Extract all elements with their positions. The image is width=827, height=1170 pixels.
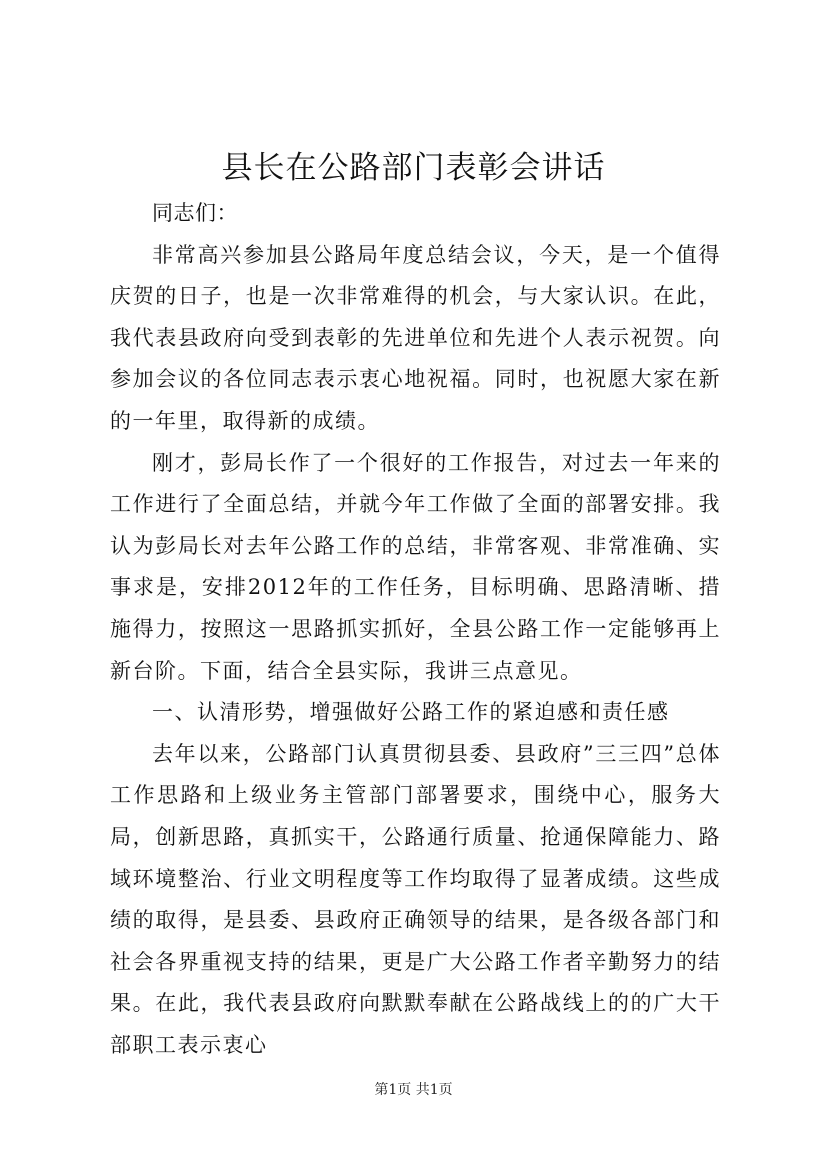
salutation: 同志们： [152,201,238,225]
document-title: 县长在公路部门表彰会讲话 [221,150,606,186]
section-heading-1: 一、认清形势，增强做好公路工作的紧迫感和责任感 [152,700,670,725]
paragraph-achievements: 去年以来，公路部门认真贯彻县委、县政府”三三四”总体工作思路和上级业务主管部门部署要求，围绕中心，服务大局，创新思路，真抓实干，公路通行质量、抢通保障能力、路域环境整治、行业文明程度等工作均取得了显著成绩。这些成绩的取得，是县委、县政府正确领导的结果，是各级各部门和社会各界重视支持的结果，更是广大公路工作者辛勤努力的结果。在此，我代表县政府向默默奉献在公路战线上的的广大干部职工表示衷心 [110,741,721,1057]
document-body [110,193,721,1066]
paragraph-opening: 非常高兴参加县公路局年度总结会议，今天，是一个值得庆贺的日子，也是一次非常难得的机会，与大家认识。在此，我代表县政府向受到表彰的先进单位和先进个人表示祝贺。向参加会议的各位同志表示衷心地祝福。同时，也祝愿大家在新的一年里，取得新的成绩。 [110,242,721,433]
page-footer: 第1页 共1页 [374,1082,453,1098]
paragraph-report-review: 刚才，彭局长作了一个很好的工作报告，对过去一年来的工作进行了全面总结，并就今年工作做了全面的部署安排。我认为彭局长对去年公路工作的总结，非常客观、非常准确、实事求是，安排2012年的工作任务，目标明确、思路清晰、措施得力，按照这一思路抓实抓好，全县公路工作一定能够再上新台阶。下面，结合全县实际，我讲三点意见。 [110,450,721,683]
